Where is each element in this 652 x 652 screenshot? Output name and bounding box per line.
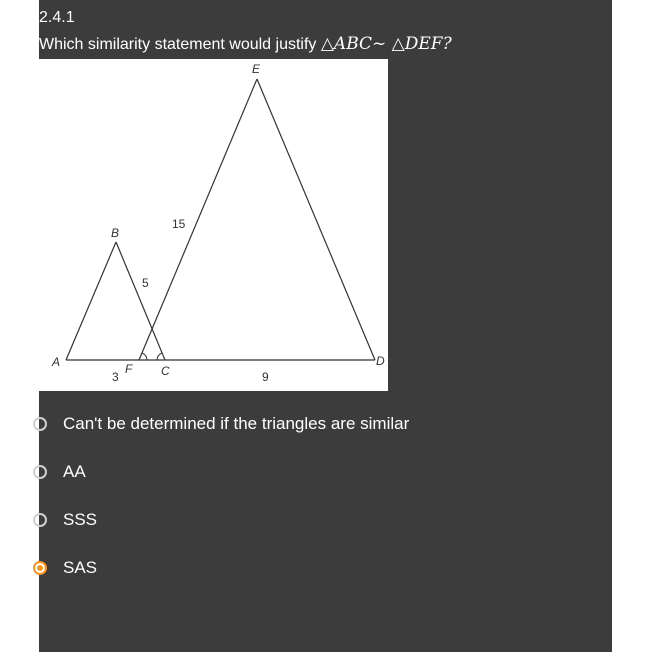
angle-mark-f [142, 353, 147, 360]
side-label-fe: 15 [172, 217, 186, 231]
option-cant-be-determined[interactable] [39, 412, 599, 436]
angle-mark-c [157, 353, 162, 360]
vertex-label-d: D [376, 354, 385, 368]
triangle-diagram [39, 59, 388, 391]
radio-unselected-icon[interactable] [33, 513, 47, 527]
side-ed [257, 79, 375, 360]
similarity-statement: △ABC~ △DEF? [320, 34, 452, 54]
radio-unselected-icon[interactable] [33, 465, 47, 479]
radio-selected-icon[interactable] [33, 561, 47, 575]
side-label-af: 3 [112, 370, 119, 384]
question-text [39, 34, 452, 54]
option-label: Can't be determined if the triangles are similar [63, 414, 410, 433]
option-aa[interactable] [39, 460, 599, 484]
question-number: 2.4.1 [39, 9, 75, 26]
radio-unselected-icon[interactable] [33, 417, 47, 431]
option-label: SAS [63, 558, 98, 577]
side-label-cd: 9 [262, 370, 269, 384]
vertex-label-f: F [125, 362, 133, 376]
side-fe [139, 79, 257, 360]
question-prompt: Which similarity statement would justify [39, 36, 321, 53]
vertex-label-a: A [52, 355, 61, 369]
option-label: SSS [63, 510, 98, 529]
side-ab [66, 242, 116, 360]
option-label: AA [63, 462, 86, 481]
triangle-figure [39, 59, 388, 391]
option-sss[interactable] [39, 508, 599, 532]
side-label-bf: 5 [142, 276, 149, 290]
side-bc [116, 242, 165, 360]
option-sas[interactable] [39, 556, 599, 580]
vertex-label-b: B [111, 226, 120, 240]
vertex-label-c: C [161, 364, 170, 378]
vertex-label-e: E [252, 62, 261, 76]
